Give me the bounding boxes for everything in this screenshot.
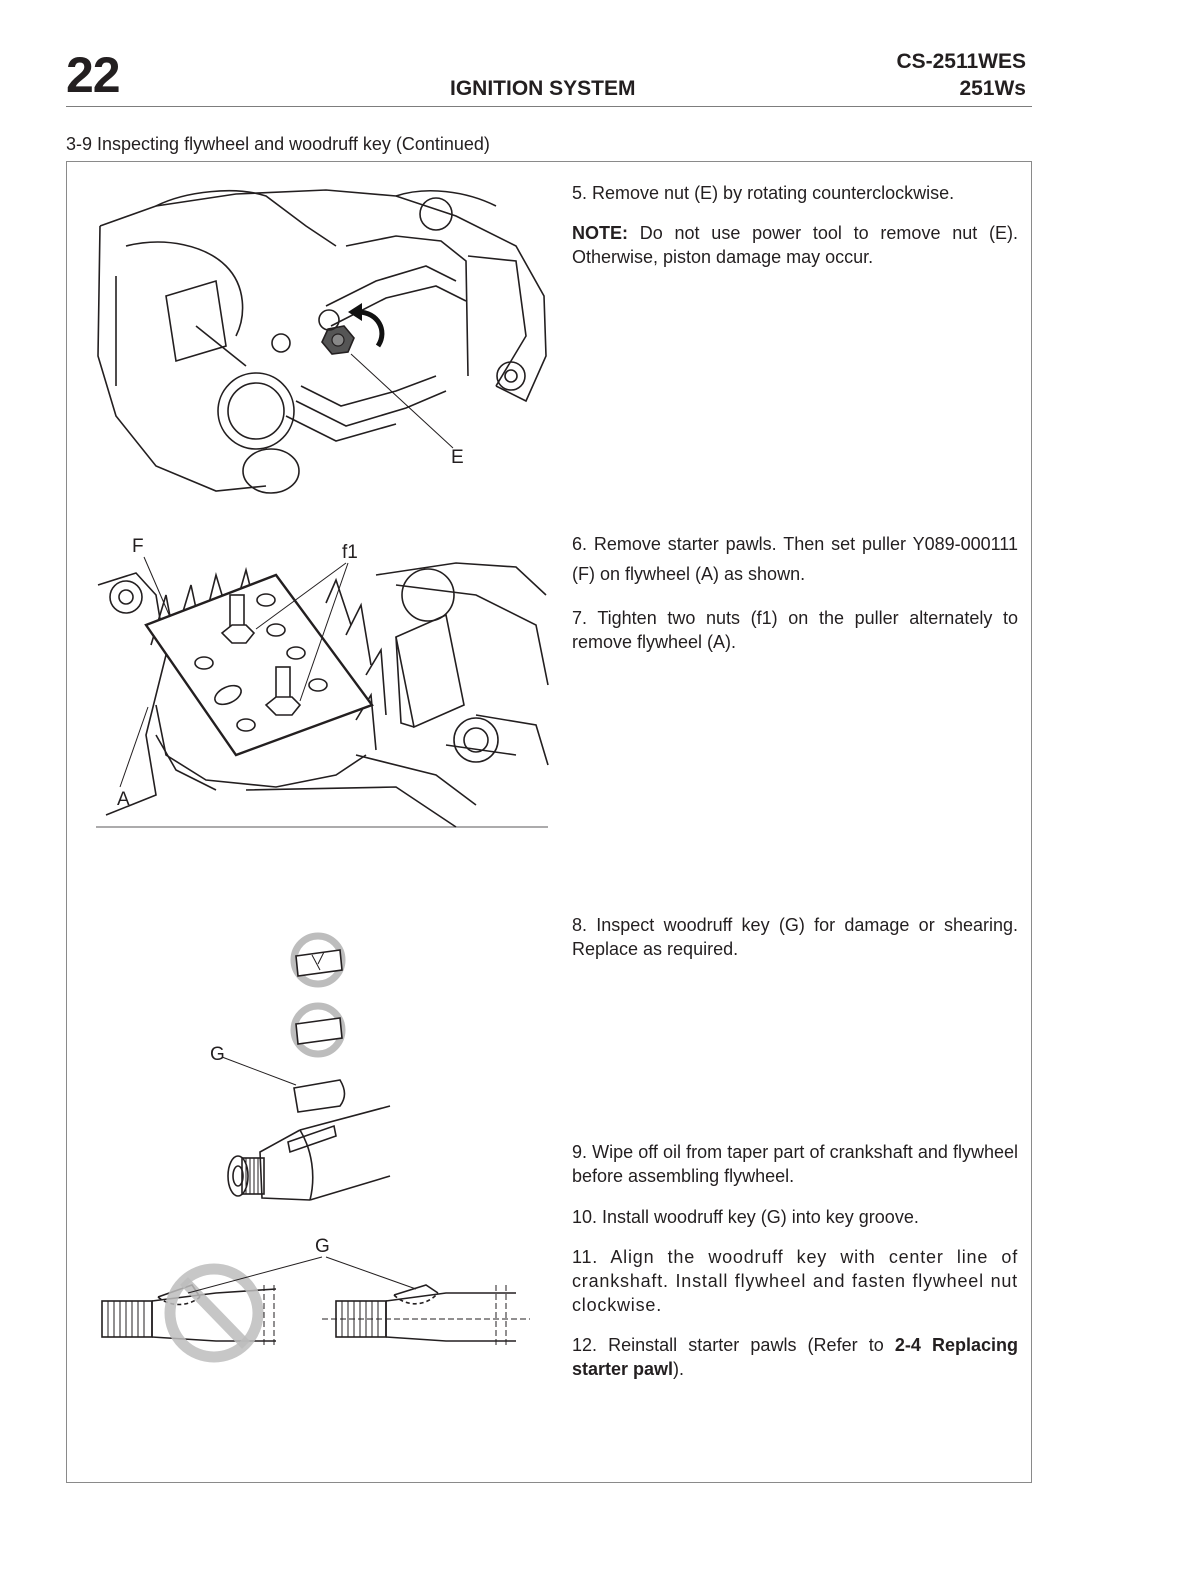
figure-flywheel-puller	[96, 555, 548, 827]
figure-woodruff-keys	[200, 930, 400, 1220]
callout-e: E	[451, 447, 464, 468]
header-rule	[66, 106, 1032, 107]
page-number: 22	[66, 47, 120, 103]
step-7: 7. Tighten two nuts (f1) on the puller alternately to remove flywheel (A).	[572, 608, 1018, 652]
leader-line-e	[351, 354, 453, 448]
callout-f1: f1	[342, 542, 358, 563]
note-label: NOTE:	[572, 223, 628, 243]
step-11: 11. Align the woodruff key with center line of crankshaft. Install flywheel and fasten flywheel nut clockwise.	[572, 1247, 1018, 1315]
step-12-prefix: 12. Reinstall starter pawls (Refer to	[572, 1335, 895, 1355]
step-12-suffix: ).	[673, 1359, 685, 1379]
model-block	[896, 48, 1026, 102]
section-title: IGNITION SYSTEM	[450, 77, 636, 100]
note-paragraph	[572, 221, 1018, 269]
step-8: 8. Inspect woodruff key (G) for damage or shearing. Replace as required.	[572, 915, 1018, 959]
step-12-reference: 2-4 Replacing starter pawl	[572, 1335, 1018, 1379]
figure-nut-removal	[96, 186, 548, 496]
note-text: Do not use power tool to remove nut (E). Otherwise, piston damage may occur.	[572, 223, 1018, 267]
step-12	[572, 1333, 1018, 1381]
callout-g-bottom: G	[315, 1236, 330, 1257]
step-9: 9. Wipe off oil from taper part of crankshaft and flywheel before assembling flywheel.	[572, 1142, 1018, 1186]
model-line-2: 251Ws	[959, 77, 1026, 100]
subsection-title: 3-9 Inspecting flywheel and woodruff key (Continued)	[66, 134, 490, 154]
step-5: 5. Remove nut (E) by rotating counterclockwise.	[572, 183, 955, 203]
callout-g-top: G	[210, 1044, 225, 1065]
callout-a: A	[117, 789, 130, 810]
callout-f: F	[132, 536, 144, 557]
step-6: 6. Remove starter pawls. Then set puller Y089-000111 (F) on flywheel (A) as shown.	[572, 534, 1018, 584]
step-10: 10. Install woodruff key (G) into key groove.	[572, 1207, 919, 1227]
model-line-1: CS-2511WES	[896, 50, 1026, 73]
figure-key-alignment	[96, 1255, 530, 1370]
